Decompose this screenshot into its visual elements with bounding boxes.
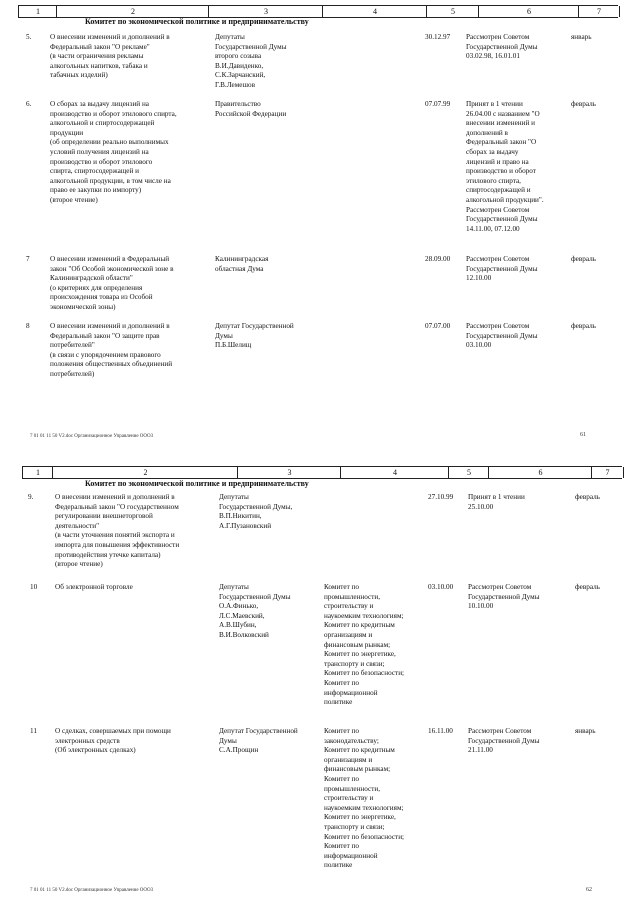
row-number: 11	[30, 727, 37, 735]
co-committees: Комитет по промышленности, строительству и наукоемким технологиям; Комитет по кредитным организациям и финансовым рынкам; Комитет по энергетике, транспорту и связи; Комитет по безопасности; Комитет по информационной политике	[324, 583, 405, 707]
submission-date: 27.10.99	[428, 493, 454, 501]
planned-month: февраль	[571, 322, 596, 330]
bill-status: Рассмотрен Советом Государственной Думы 03.02.98, 16.01.01	[466, 33, 538, 61]
file-footer: 7 01 01 11 50 V2.doc Организационное Управление ООО3	[30, 888, 154, 893]
row-number: 8	[26, 322, 30, 330]
bill-status: Рассмотрен Советом Государственной Думы 21.11.00	[468, 727, 540, 755]
bill-author: Калининградская областная Дума	[215, 255, 269, 273]
column-header: 6	[478, 6, 579, 17]
submission-date: 03.10.00	[428, 583, 454, 591]
planned-month: январь	[571, 33, 592, 41]
bill-title: О внесении изменений и дополнений в Федеральный закон "О защите прав потребителей" (в связи с упорядочением правового положения общественных объединений потребителей)	[50, 322, 173, 378]
bill-author: Депутаты Государственной Думы О.А.Финько, Л.С.Маевский, А.В.Шубин, В.И.Волковский	[219, 583, 291, 639]
column-header: 4	[322, 6, 427, 17]
bill-status: Рассмотрен Советом Государственной Думы 12.10.00	[466, 255, 538, 283]
committee-heading: Комитет по экономической политике и предпринимательству	[85, 479, 309, 488]
submission-date: 07.07.00	[425, 322, 451, 330]
page-number: 61	[580, 432, 586, 438]
bill-status: Рассмотрен Советом Государственной Думы 03.10.00	[466, 322, 538, 350]
file-footer: 7 01 01 11 50 V2.doc Организационное Управление ООО3	[30, 434, 154, 439]
bill-status: Принят в 1 чтении 25.10.00	[468, 493, 525, 511]
row-number: 7	[26, 255, 30, 263]
planned-month: февраль	[575, 583, 600, 591]
page-62	[0, 450, 640, 900]
bill-title: Об электронной торговле	[55, 583, 133, 591]
submission-date: 16.11.00	[428, 727, 453, 735]
page-number: 62	[586, 887, 592, 893]
bill-title: О сделках, совершаемых при помощи электронных средств (Об электронных сделках)	[55, 727, 171, 755]
bill-author: Правительство Российской Федерации	[215, 100, 287, 118]
planned-month: февраль	[571, 255, 596, 263]
bill-status: Принят в 1 чтении 26.04.00 с названием "О внесении изменений и дополнений в Федеральный закон "О сборах за выдачу лицензий и право на производство и оборот этилового спирта, спиртосодержащей и алкогольной продукции". Рассмотрен Советом Государственной Думы 14.11.00, 07.12.00	[466, 100, 544, 233]
column-header: 2	[56, 6, 209, 17]
column-header: 5	[426, 6, 479, 17]
column-header: 4	[340, 467, 449, 478]
bill-title: О внесении изменений и дополнений в Федеральный закон "О государственном регулировании внешнеторговой деятельности" (в части уточнения понятий экспорта и импорта для повышения эффективности противодействия утечке капитала) (второе чтение)	[55, 493, 180, 569]
planned-month: февраль	[575, 493, 600, 501]
column-header: 7	[578, 6, 620, 17]
column-header: 7	[591, 467, 624, 478]
bill-title: О внесении изменений и дополнений в Федеральный закон "О рекламе" (в части ограничения рекламы алкогольных напитков, табака и табачных изделий)	[50, 33, 170, 80]
bill-author: Депутаты Государственной Думы второго созыва В.И.Давиденко, С.К.Зарчанский, Г.В.Лемешов	[215, 33, 287, 89]
bill-title: О сборах за выдачу лицензий на производство и оборот этилового спирта, алкогольной и спиртосодержащей продукции (об определении реально выполнимых условий получения лицензий на производство и оборот этилового спирта, спиртосодержащей и алкогольной продукции, в том числе на право ее закупки по импорту) (второе чтение)	[50, 100, 177, 204]
column-header: 1	[22, 467, 53, 478]
column-header: 3	[208, 6, 323, 17]
bill-status: Рассмотрен Советом Государственной Думы 10.10.00	[468, 583, 540, 611]
submission-date: 07.07.99	[425, 100, 451, 108]
bill-author: Депутат Государственной Думы П.Б.Шелищ	[215, 322, 294, 350]
bill-title: О внесении изменений в Федеральный закон "Об Особой экономической зоне в Калининградской области" (о критериях для определения происхождения товара из Особой экономической зоны)	[50, 255, 174, 311]
column-header: 3	[237, 467, 341, 478]
committee-heading: Комитет по экономической политике и предпринимательству	[85, 17, 309, 26]
submission-date: 28.09.00	[425, 255, 451, 263]
submission-date: 30.12.97	[425, 33, 451, 41]
co-committees: Комитет по законодательству; Комитет по кредитным организациям и финансовым рынкам; Комитет по промышленности, строительству и наукоемким технологиям; Комитет по энергетике, транспорту и связи; Комитет по безопасности; Комитет по информационной политике	[324, 727, 405, 870]
planned-month: январь	[575, 727, 596, 735]
row-number: 6.	[26, 100, 32, 108]
column-header-row	[22, 466, 622, 479]
column-header: 5	[448, 467, 489, 478]
row-number: 10	[30, 583, 38, 591]
bill-author: Депутаты Государственной Думы, В.П.Никитин, А.Г.Пузановский	[219, 493, 293, 530]
bill-author: Депутат Государственной Думы С.А.Прощин	[219, 727, 298, 755]
column-header: 1	[18, 6, 57, 17]
row-number: 5.	[26, 33, 32, 41]
row-number: 9.	[28, 493, 34, 501]
column-header: 6	[488, 467, 592, 478]
planned-month: февраль	[571, 100, 596, 108]
column-header: 2	[52, 467, 238, 478]
